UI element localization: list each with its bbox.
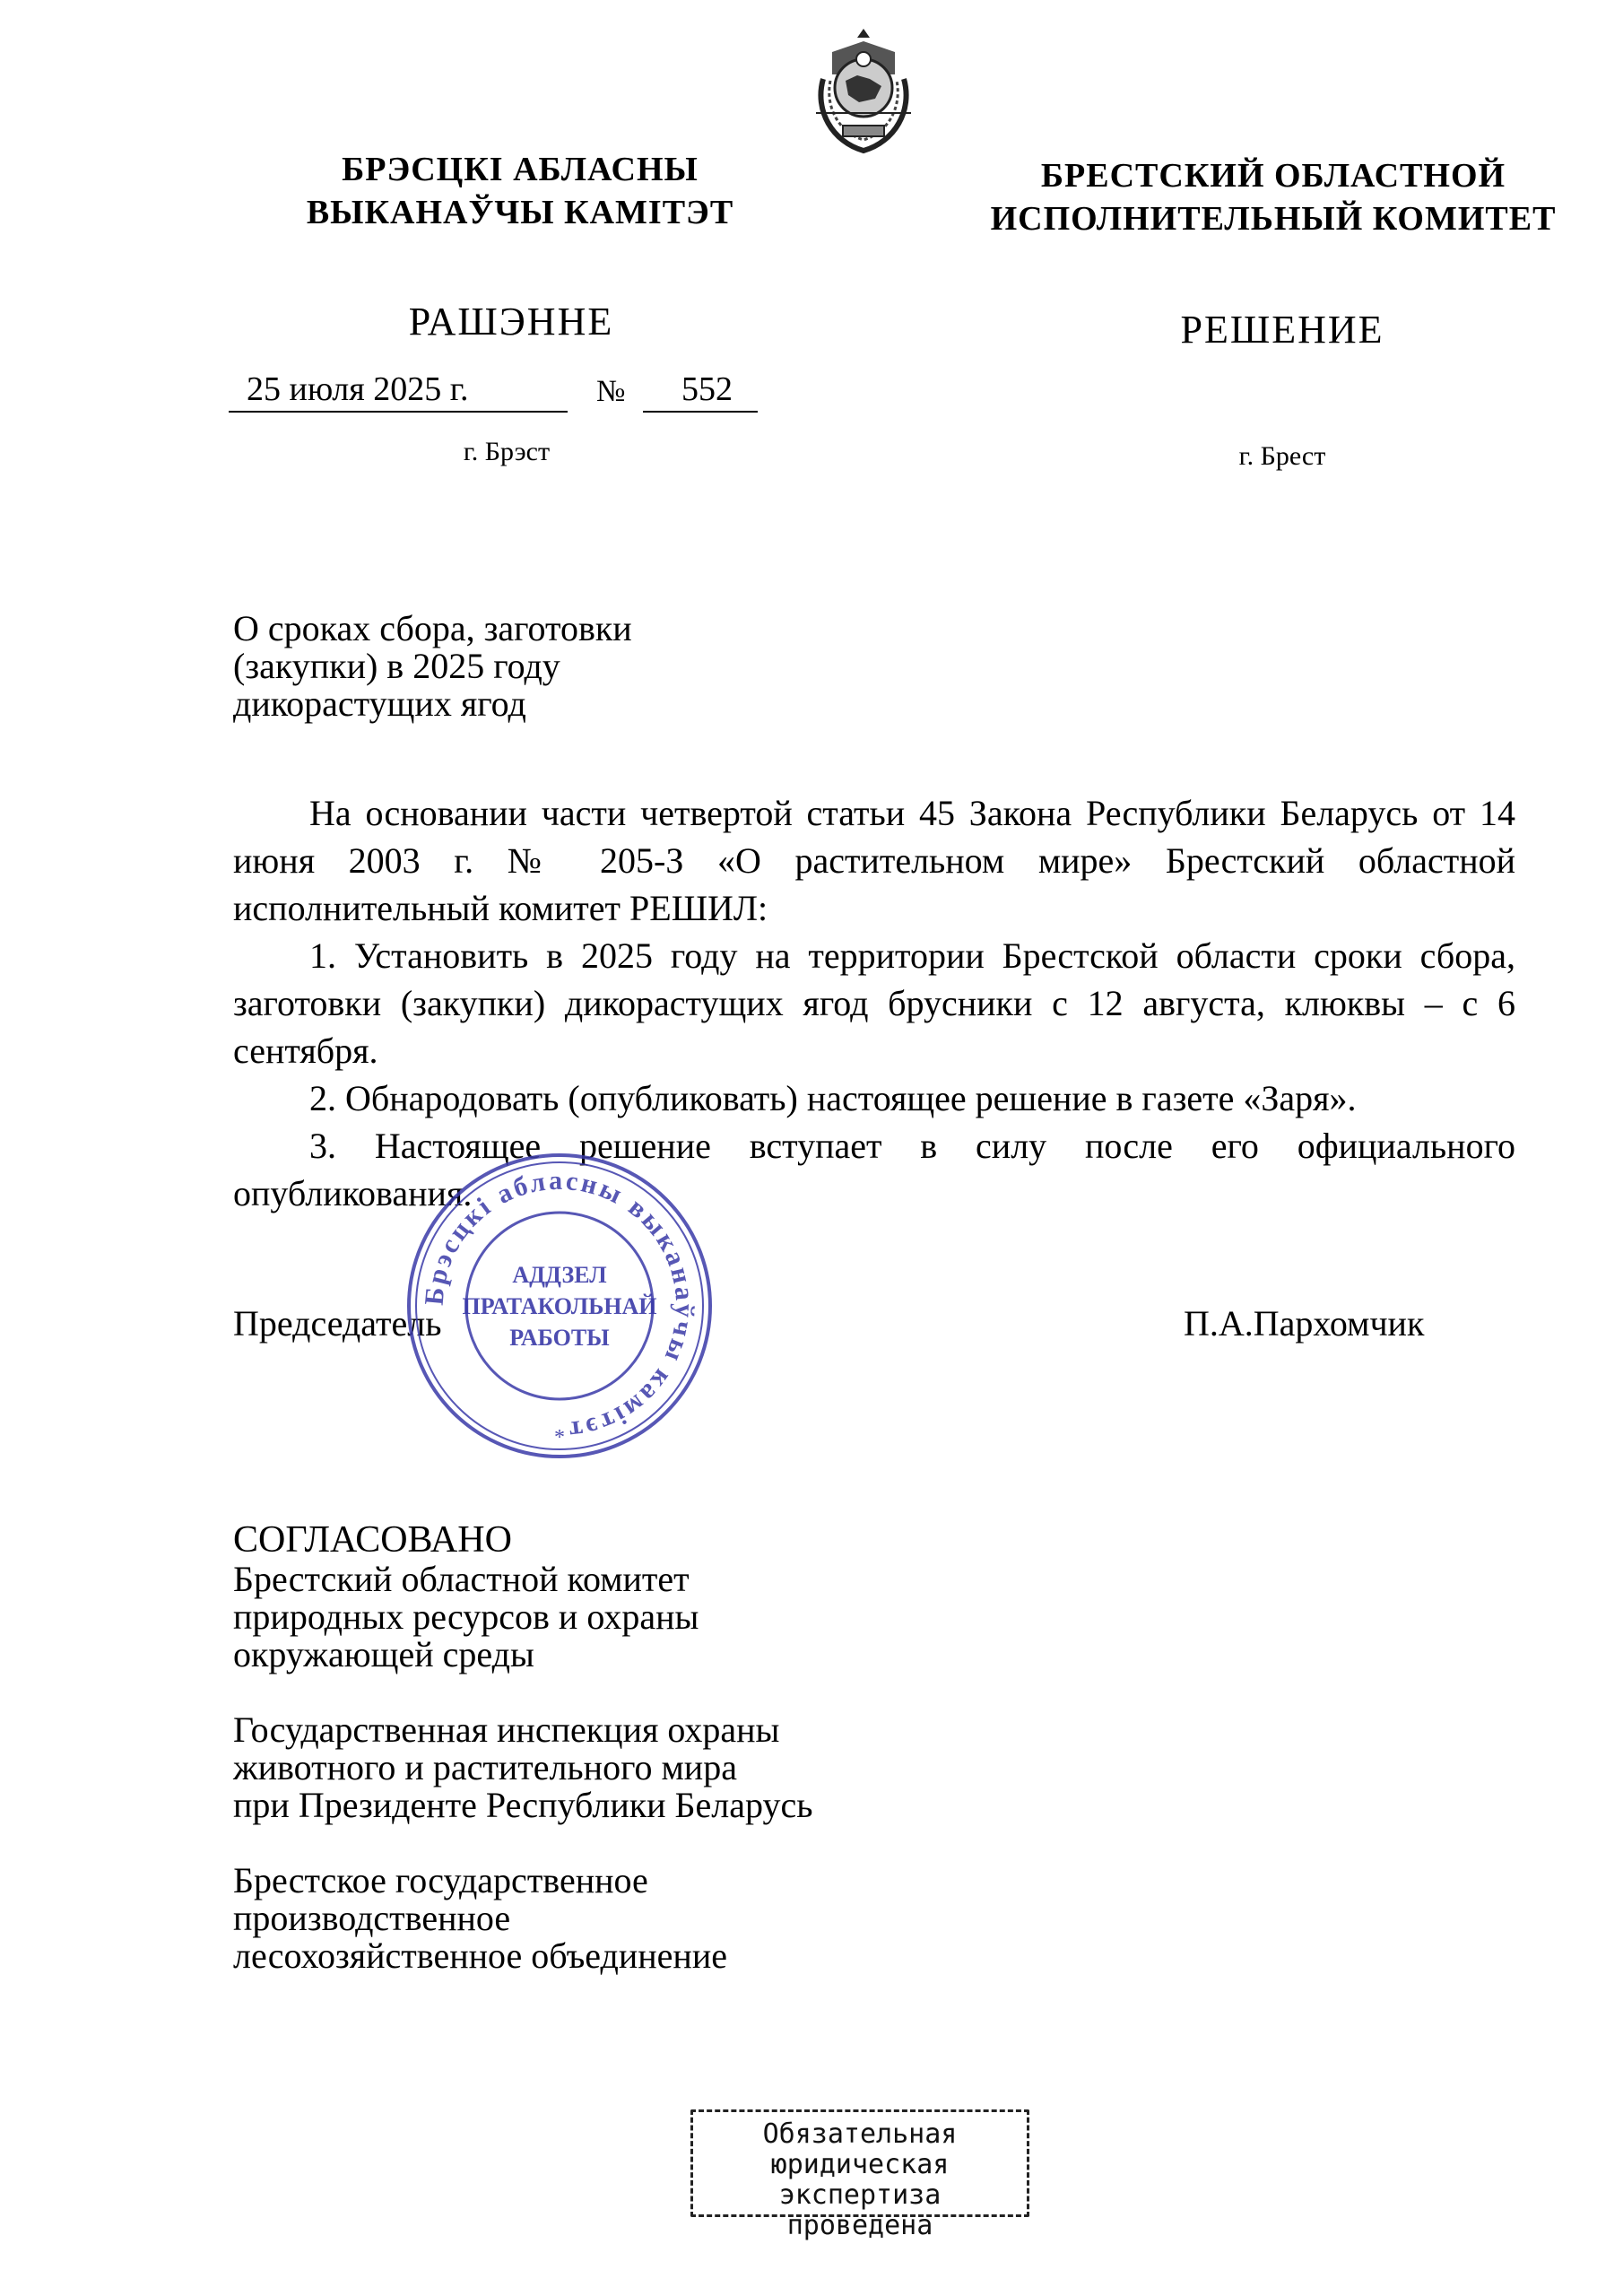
stamp-ring-text: Брэсцкi абласны выканаўчы камiтэт	[419, 1165, 700, 1446]
stamp-center-line: ПРАТАКОЛЬНАЙ	[462, 1293, 657, 1319]
issuer-line-2: ИСПОЛНИТЕЛЬНЫЙ КОМИТЕТ	[990, 200, 1557, 238]
item-3-paragraph: 3. Настоящее решение вступает в силу после его официального опубликования.	[233, 1126, 1515, 1213]
date-underline	[229, 411, 568, 413]
expertise-line: юридическая экспертиза	[770, 2149, 950, 2211]
issuer-line-1: БРЕСТСКИЙ ОБЛАСТНОЙ	[1040, 157, 1506, 195]
issuer-line-1: БРЭСЦКI АБЛАСНЫ	[342, 151, 699, 188]
issuer-header-russian	[986, 154, 1560, 240]
legal-expertise-stamp	[690, 2109, 1029, 2241]
preamble-paragraph: На основании части четвертой статьи 45 Закона Республики Беларусь от 14 июня 2003 г. № 205-З «О растительном мире» Брестский областной исполнительный комитет РЕШИЛ:	[233, 793, 1515, 928]
item-1-paragraph: 1. Установить в 2025 году на территории Брестской области сроки сбора, заготовки (закупки) дикорастущих ягод брусники с 12 августа, клюквы – с 6 сентября.	[233, 935, 1515, 1071]
signatory-name: П.А.Пархомчик	[1184, 1303, 1425, 1344]
org-line: природных ресурсов и охраны	[233, 1596, 699, 1637]
stamp-center-line: РАБОТЫ	[509, 1325, 610, 1351]
issuer-header-belarusian	[269, 148, 771, 234]
official-round-stamp	[402, 1148, 717, 1464]
date-number-line	[229, 370, 785, 413]
org-line: Государственная инспекция охраны	[233, 1709, 780, 1750]
number-underline	[643, 411, 758, 413]
org-line: животного и растительного мира	[233, 1747, 737, 1787]
subject-line: (закупки) в 2025 году	[233, 646, 560, 686]
document-number: 552	[681, 370, 733, 408]
item-2-paragraph: 2. Обнародовать (опубликовать) настоящее решение в газете «Заря».	[309, 1078, 1357, 1118]
doc-type-belarusian: РАШЭННЕ	[408, 300, 614, 344]
document-subject	[233, 610, 861, 723]
subject-line: О сроках сбора, заготовки	[233, 608, 632, 648]
approvals-block	[233, 1521, 1040, 2013]
svg-text:*: *	[554, 1426, 565, 1449]
issuer-line-2: ВЫКАНАЎЧЫ КАМIТЭТ	[306, 194, 734, 231]
approving-organization	[233, 1561, 1040, 1674]
expertise-line: Обязательная	[762, 2118, 958, 2150]
org-line: Брестский областной комитет	[233, 1559, 690, 1599]
doc-type-russian: РЕШЕНИЕ	[1180, 308, 1384, 352]
subject-line: дикорастущих ягод	[233, 683, 526, 724]
state-emblem-icon	[796, 25, 931, 160]
org-line: производственное	[233, 1898, 511, 1938]
approvals-heading: СОГЛАСОВАНО	[233, 1519, 512, 1561]
city-belarusian: г. Брэст	[463, 437, 551, 466]
expertise-line: проведена	[786, 2210, 933, 2241]
org-line: окружающей среды	[233, 1634, 534, 1674]
approving-organization	[233, 1711, 1040, 1824]
document-date: 25 июля 2025 г.	[247, 370, 469, 408]
org-line: Брестское государственное	[233, 1860, 648, 1900]
stamp-center-line: АДДЗЕЛ	[512, 1262, 607, 1288]
number-sign: №	[596, 375, 626, 408]
approving-organization	[233, 1862, 1040, 1975]
org-line: при Президенте Республики Беларусь	[233, 1785, 813, 1825]
signatory-title: Председатель	[233, 1303, 442, 1344]
org-line: лесохозяйственное объединение	[233, 1935, 727, 1976]
city-russian: г. Брест	[1238, 441, 1326, 471]
